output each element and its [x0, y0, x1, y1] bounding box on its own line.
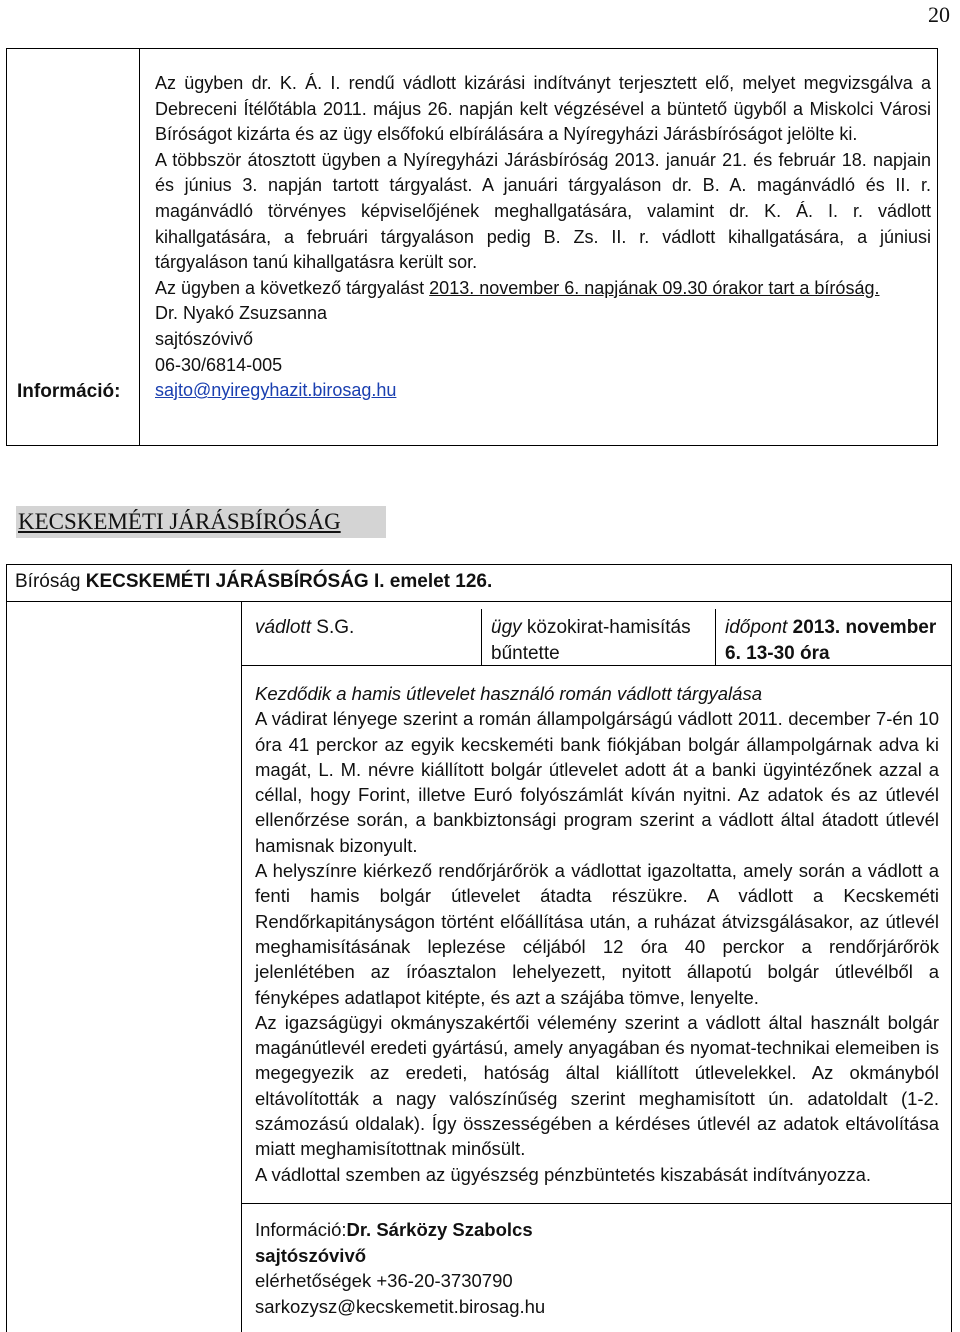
case-paragraph-1: A vádirat lényege szerint a román állampolgárságú vádlott 2011. december 7-én 10 óra 41 perckor az egyik kecskeméti bank fiókjában bolgár állampolgárnak adva ki magát, L. M. névre kiállított bolgár útlevelet adott át a banki ügyintézőnek azzal a céllal, hogy Forint, illetve Euró folyószámlát kíván nyitni. Az adatok és az útlevél ellenőrzése során, a bankbiztonsági program szerint a vádlott által átadott útlevél hamisnak bizonyult.	[255, 708, 939, 856]
case-type-cell	[491, 615, 701, 667]
defendant-value: S.G.	[316, 617, 355, 638]
next-hearing-date: 2013. november 6. napjának 09.30 órakor tart a bíróság.	[429, 277, 880, 298]
court-line	[15, 571, 492, 593]
info-content	[155, 71, 931, 404]
court-label: Bíróság	[15, 571, 81, 592]
case-contact-role: sajtószóvivő	[255, 1244, 367, 1266]
next-hearing-prefix: Az ügyben a következő tárgyalást	[155, 277, 430, 298]
case-label: ügy	[491, 617, 522, 638]
case-contact-phone: elérhetőségek +36-20-3730790	[255, 1270, 513, 1292]
next-hearing	[155, 276, 931, 302]
court-value: KECSKEMÉTI JÁRÁSBÍRÓSÁG I. emelet 126.	[85, 571, 493, 592]
contact-phone: 06-30/6814-005	[155, 354, 283, 375]
case-headline: Kezdődik a hamis útlevelet használó román vádlott tárgyalása	[255, 683, 762, 704]
section-heading: KECSKEMÉTI JÁRÁSBÍRÓSÁG	[16, 506, 386, 538]
row-divider	[241, 1203, 951, 1204]
page-number: 20	[928, 2, 950, 27]
date-label: időpont	[725, 617, 788, 638]
case-value: közokirat-hamisítás bűntette	[491, 617, 691, 664]
case-description	[255, 681, 939, 1187]
info-table	[6, 48, 938, 446]
contact-email-link[interactable]: sajto@nyiregyhazit.birosag.hu	[155, 380, 397, 401]
cell-border	[715, 609, 716, 665]
date-value: 2013. november 6. 13-30 óra	[725, 617, 937, 664]
row-divider	[7, 601, 951, 602]
case-paragraph-2: A helyszínre kiérkező rendőrjárőrök a vádlottat igazoltatta, amely során a vádlott a fenti hamis bolgár útlevelet átadta részükre. A vádlott a Kecskeméti Rendőrkapitányságon történt előállítása után, a ruházat átvizsgálásakor, az útlevél meghamisításának leplezése céljából 12 óra 40 perckor a rendőrjárőrök jelenlétében az íróasztalon lehelyezett, nyitott állapotú bolgár útlevélből a fényképes adatlapot kitépte, és azt a szájába tömve, lenyelte.	[255, 860, 939, 1008]
info-paragraph-2: A többször átosztott ügyben a Nyíregyházi Járásbíróság 2013. január 21. és február 18. napjain és június 3. napján tartott tárgyalást. A januári tárgyaláson dr. B. A. magánvádló és II. r. magánvádló törvényes képviselőjének meghallgatására, valamint dr. K. Á. I. r. vádlott kihallgatására, a februári tárgyaláson pedig B. Zs. II. r. vádlott kihallgatására, a júniusi tárgyaláson tanú kihallgatásra került sor.	[155, 149, 931, 273]
case-contact-label: Információ:	[255, 1219, 347, 1240]
defendant-label: vádlott	[255, 617, 311, 638]
contact-name: Dr. Nyakó Zsuzsanna	[155, 303, 328, 324]
date-cell	[725, 615, 945, 667]
case-contact-name: Dr. Sárközy Szabolcs	[346, 1219, 533, 1240]
contact-role: sajtószóvivő	[155, 328, 254, 349]
defendant-cell	[255, 615, 455, 641]
info-paragraph-1: Az ügyben dr. K. Á. I. rendű vádlott kizárási indítványt terjesztett elő, melyet megvizsgálva a Debreceni Ítélőtábla 2011. május 26. napján kelt végzésével a büntető ügyből a Miskolci Városi Bíróságot kizárta és az ügy elsőfokú elbírálására a Nyíregyházi Járásbíróságot jelölte ki.	[155, 73, 931, 145]
case-table	[6, 564, 952, 1332]
column-divider	[241, 601, 242, 1332]
table-divider	[139, 49, 140, 445]
case-paragraph-3: Az igazságügyi okmányszakértői vélemény szerint a vádlott által használt bolgár magánútlevél eredeti gyártású, amely anyagában és nyomat-technikai elemeiben is megegyezik az eredeti, hatóság által kiállított útlevelekkel. Az okmányból eltávolították a nagy valószínűség szerint meghamisított ún. adatoldalt (1-2. számozású oldalak). Így összességében a kérdéses útlevél az adatok eltávolítása miatt meghamisítottnak minősült.	[255, 1011, 939, 1160]
info-label: Információ:	[17, 381, 121, 402]
case-contact	[255, 1217, 939, 1319]
case-contact-email[interactable]: sarkozysz@kecskemetit.birosag.hu	[255, 1295, 546, 1317]
case-paragraph-4: A vádlottal szemben az ügyészség pénzbüntetés kiszabását indítványozza.	[255, 1163, 872, 1185]
